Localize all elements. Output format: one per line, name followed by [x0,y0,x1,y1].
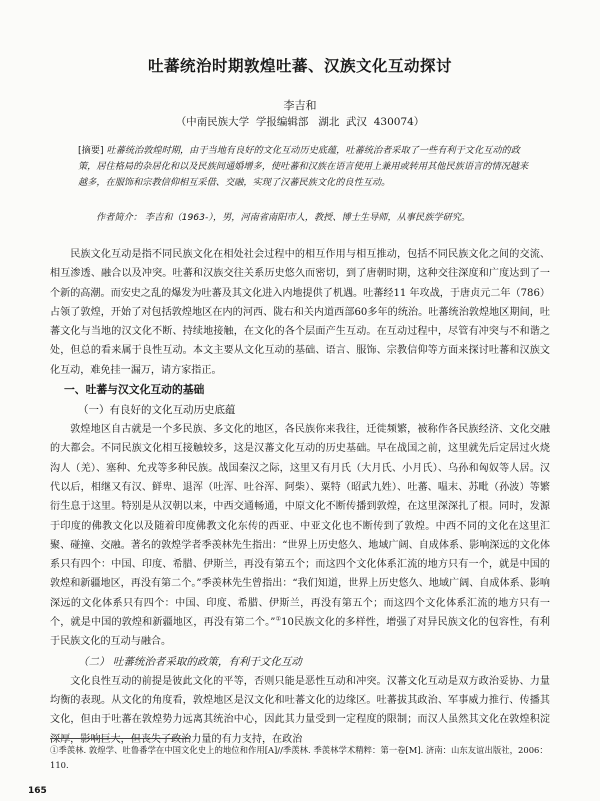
paper-title: 吐蕃统治时期敦煌吐蕃、汉族文化互动探讨 [147,56,452,75]
subsection-1-heading: （一）有良好的文化互动历史底蕴 [78,404,236,417]
subsection-1-text: 敦煌地区自古就是一个多民族、多文化的地区，各民族你来我往，迁徙频繁，被称作各民族经济、文化交融的大都会。不同民族文化相互接触较多，这是汉蕃文化互动的历史基础。早在战国之前，这里就先后定居过火烧沟人（羌）、塞种、允戎等多种民族。战国秦汉之际，这里又有月氏（大月氏、小月氏）、乌孙和匈奴等人居。汉代以后，相继又有汉、鲜卑、退浑（吐浑、吐谷浑、阿柴）、粟特（昭武九姓）、吐蕃、嗢末、苏毗（孙波）等繁衍生息于这里。特别是从汉朝以来，中西交通畅通，中原文化不断传播到敦煌，在这里深深扎了根。同时，发源于印度的佛教文化以及随着印度佛教文化东传的西亚、中亚文化也不断传到了敦煌。中西不同的文化在这里汇聚、碰撞、交融。著名的敦煌学者季羡林先生指出：“世界上历史悠久、地域广阔、自成体系、影响深远的文化体系只有四个：中国、印度、希腊、伊斯兰，再没有第五个；而这四个文化体系汇流的地方只有一个，就是中国的敦煌和新疆地区，再没有第二个。”季羡林先生曾指出：“我们知道，世界上历史悠久、地域广阔、自成体系、影响深远的文化体系只有四个：中国、印度、希腊、伊斯兰，再没有第五个；而这四个文化体系汇流的地方只有一个，就是中国的敦煌和新疆地区，再没有第二个。” [50,424,550,629]
author-introduction: 作者简介： 李吉和（1963-），男，河南省南阳市人，教授、博士生导师，从事民族学研究。 [96,212,471,223]
section-1-heading: 一、吐蕃与汉文化互动的基础 [64,383,205,397]
footnote-divider [50,738,190,739]
abstract-label: [摘要] [78,145,104,156]
body-text [50,245,550,749]
subsection-1-paragraph [50,420,550,652]
intro-paragraph: 民族文化互动是指不同民族文化在相处社会过程中的相互作用与相互推动，包括不同民族文化之间的交流、相互渗透、融合以及冲突。吐蕃和汉族交往关系历史悠久而密切，到了唐朝时期，这种交往深度和广度达到了一个新的高潮。而安史之乱的爆发为吐蕃及其文化进入内地提供了机遇。吐蕃经11 年攻战，于唐贞元二年（786）占领了敦煌，开始了对包括敦煌地区在内的河西、陇右和关内道西部60多年的统治。吐蕃统治敦煌地区期间，吐蕃文化与当地的汉文化不断、持续地接触，在文化的各个层面产生互动。在互动过程中，尽管有冲突与不和谐之处，但总的看来属于良性互动。本文主要从文化互动的基础、语言、服饰、宗教信仰等方面来探讨吐蕃和汉族文化互动，难免挂一漏万，请方家指正。 [50,249,550,376]
subsection-2-paragraph: 文化良性互动的前提是彼此文化的平等，否则只能是恶性互动和冲突。汉蕃文化互动是双方政治妥协、力量均衡的表现。从文化的角度看，敦煌地区是汉文化和吐蕃文化的边缘区。吐蕃拔其政治、军事威力推行、传播其文化，但由于吐蕃在敦煌势力远离其统治中心，因此其力量受到一定程度的限制；而汉人虽然其文化在敦煌积淀深厚，影响巨大，但丧失了政治力量的有力支持，在政治 [50,675,550,745]
subsection-2-heading: （二） 吐蕃统治者采取的政策，有利于文化互动 [78,655,302,668]
author-name: 李吉和 [283,99,317,112]
abstract-text: 吐蕃统治敦煌时期，由于当地有良好的文化互动历史底蕴，吐蕃统治者采取了一些有利于文化互动的政策，居住格局的杂居化和以及民族间通婚增多，使吐蕃和汉族在语言使用上兼用或转用其他民族语言的情况越来越多，在服饰和宗教信仰相互采借、交融，实现了汉蕃民族文化的良性互动。 [78,145,529,188]
footnote-reference[interactable]: ① [275,615,282,623]
page-number: 165 [28,786,47,796]
abstract [78,143,532,191]
subsection-1-text-tail: 10民族文化的多样性，增强了对异民族文化的包容性，有利于民族文化的互动与融合。 [50,617,551,648]
author-affiliation: （中南民族大学 学报编辑部 湖北 武汉 430074） [175,116,425,128]
footnote: ①季羡林. 敦煌学、吐鲁番学在中国文化史上的地位和作用[A]//季羡林. 季羡林学术精粹：第一卷[M]. 济南：山东友谊出版社，2006：110. [50,745,548,770]
